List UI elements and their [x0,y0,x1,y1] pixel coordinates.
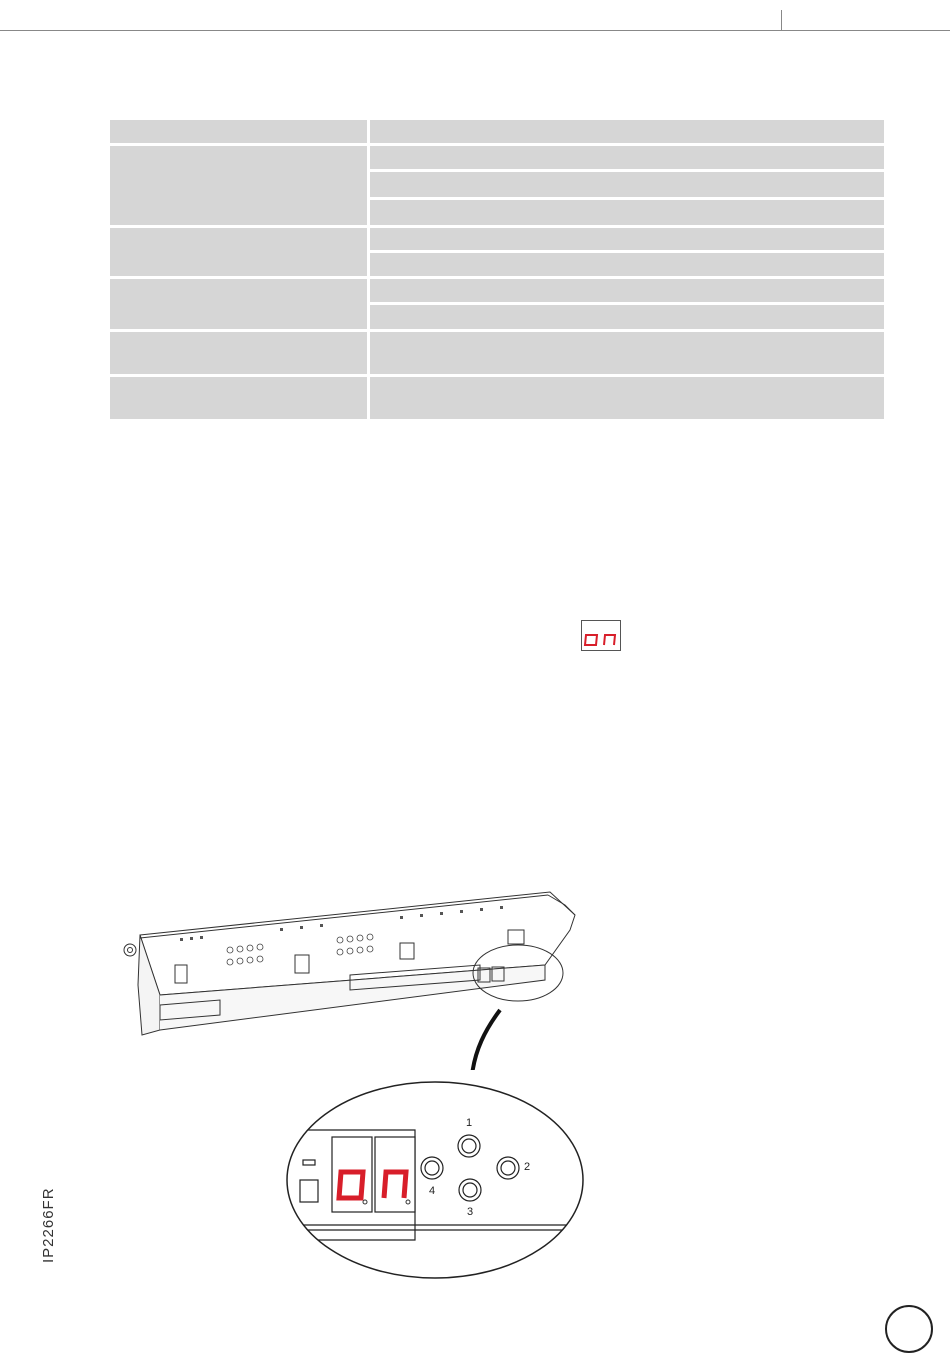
table-cell [370,279,884,302]
table-row-label [110,332,367,374]
header-rule [0,30,950,31]
control-board-illustration [100,870,600,1070]
table-cell [370,228,884,250]
table-header-right [370,120,884,143]
table-cell [370,332,884,374]
display-zoom-detail [285,1080,585,1280]
table-row-label [110,228,367,276]
button-label-3: 3 [467,1206,474,1218]
display-on-icon [582,621,620,650]
table-row-label [110,377,367,419]
page-number-circle [885,1305,933,1353]
document-code: IP2266FR [40,1187,57,1263]
display-on-indicator [581,620,621,651]
table-cell [370,146,884,169]
button-label-1: 1 [466,1117,473,1129]
button-label-4: 4 [429,1185,436,1197]
table-row-label [110,146,367,225]
table-cell [370,200,884,225]
table-cell [370,305,884,329]
table-cell [370,172,884,197]
button-label-2: 2 [524,1161,531,1173]
header-notch [781,10,782,30]
table-cell [370,377,884,419]
table-row-label [110,279,367,329]
table-header-left [110,120,367,143]
table-cell [370,253,884,276]
